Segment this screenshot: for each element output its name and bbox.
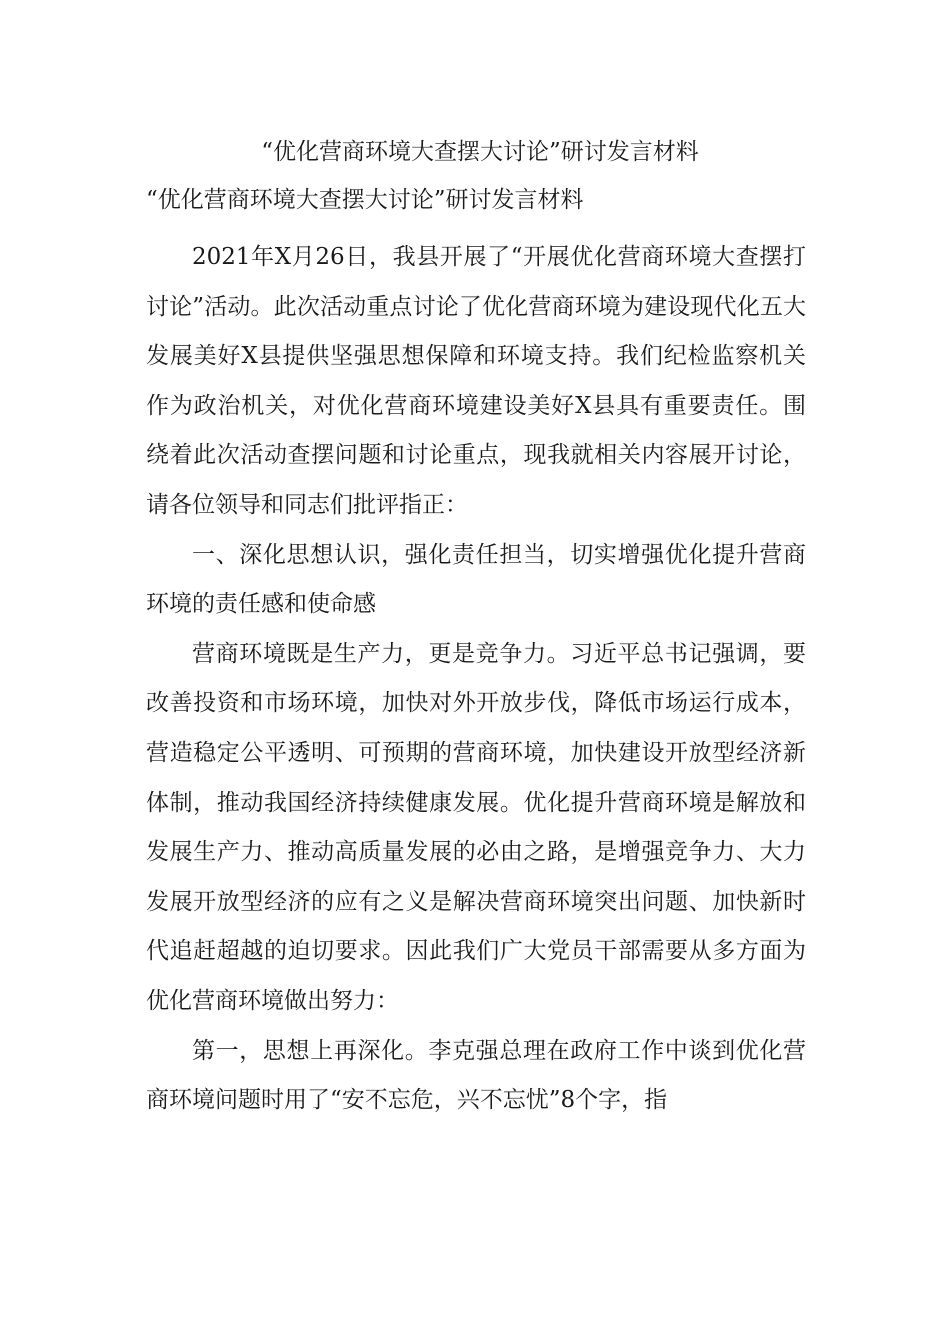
paragraph-intro: 2021年X月26日，我县开展了“开展优化营商环境大查摆打讨论”活动。此次活动重点讨论了优化营商环境为建设现代化五大发展美好X县提供坚强思想保障和环境支持。我们纪检监察机关作为政治机关，对优化营商环境建设美好X县具有重要责任。围绕着此次活动查摆问题和讨论重点，现我就相关内容展开讨论，请各位领导和同志们批评指正：: [146, 244, 806, 518]
paragraph-business-environment: 营商环境既是生产力，更是竞争力。习近平总书记强调，要改善投资和市场环境，加快对外开放步伐，降低市场运行成本，营造稳定公平透明、可预期的营商环境，加快建设开放型经济新体制，推动我国经济持续健康发展。优化提升营商环境是解放和发展生产力、推动高质量发展的必由之路，是增强竞争力、大力发展开放型经济的应有之义是解决营商环境突出问题、加快新时代追赶超越的迫切要求。因此我们广大党员干部需要从多方面为优化营商环境做出努力：: [146, 640, 806, 1014]
document-subtitle: “优化营商环境大查摆大讨论”研讨发言材料: [146, 187, 584, 213]
section-heading-1: 一、深化思想认识，强化责任担当，切实增强优化提升营商环境的责任感和使命感: [146, 541, 806, 618]
paragraph-first-point: 第一，思想上再深化。李克强总理在政府工作中谈到优化营商环境问题时用了“安不忘危，兴不忘忧”8个字，指: [146, 1037, 806, 1114]
document-body: [146, 233, 806, 1126]
document-title: “优化营商环境大查摆大讨论”研讨发言材料: [261, 139, 699, 165]
